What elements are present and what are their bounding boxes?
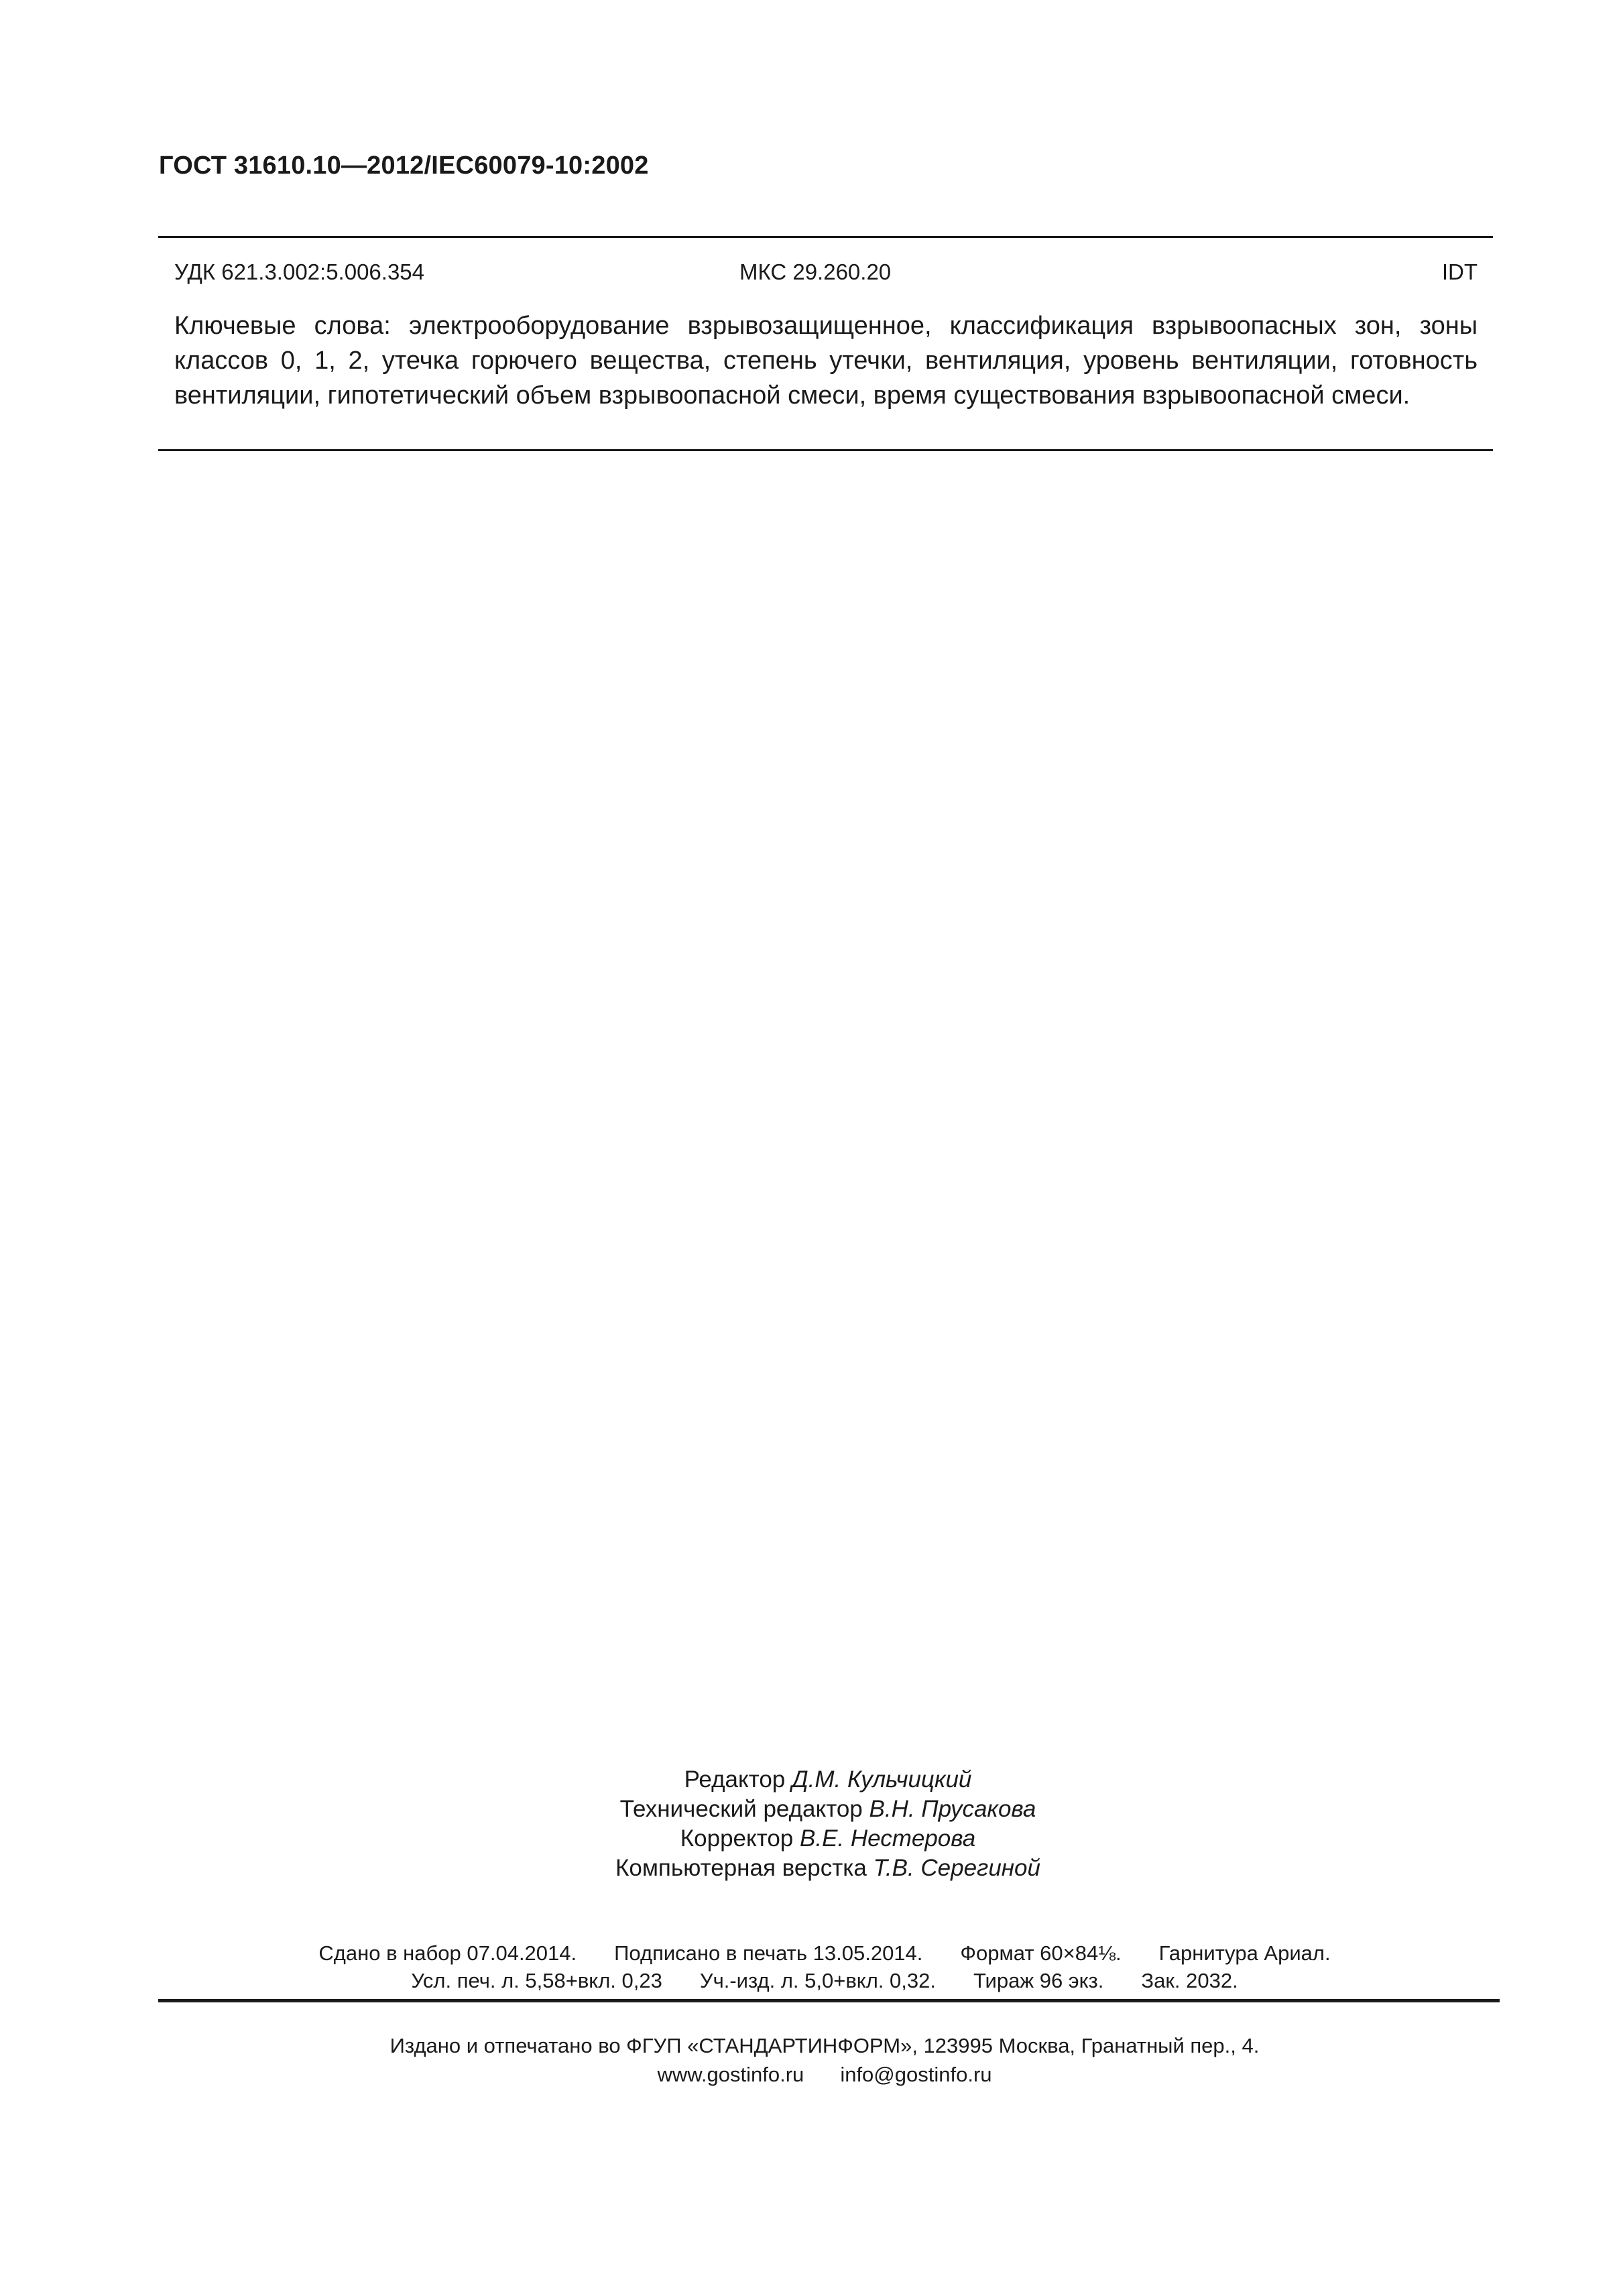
keywords-paragraph: Ключевые слова: электрооборудование взрывозащищенное, классификация взрывоопасных зон, зоны классов 0, 1, 2, утечка горючего вещества, степень утечки, вентиляция, уровень вентиляции, готовность вентиляции, гипотетический объем взрывоопасной смеси, время существования взрывоопасной смеси.: [174, 312, 1478, 410]
credit-tech-editor: [469, 1795, 1187, 1824]
credit-editor: [469, 1765, 1187, 1795]
credit-editor-name: Д.М. Кульчицкий: [792, 1766, 972, 1793]
paper-format: Формат 60×84⅛.: [960, 1941, 1122, 1965]
typeset-date: Сдано в набор 07.04.2014.: [318, 1941, 577, 1965]
udk-code: УДК 621.3.002:5.006.354: [174, 259, 425, 284]
credit-layout-role: Компьютерная верстка: [615, 1855, 867, 1881]
publisher-text: Издано и отпечатано во ФГУП «СТАНДАРТИНФОРМ», 123995 Москва, Гранатный пер., 4.: [389, 2034, 1260, 2057]
mks-code: МКС 29.260.20: [739, 259, 892, 284]
classification-row: [174, 259, 1478, 293]
credit-corrector-role: Корректор: [680, 1825, 794, 1852]
imprint-divider: [158, 1999, 1500, 2002]
print-info-block: [255, 1939, 1394, 1994]
publisher-contacts: [255, 2060, 1394, 2089]
print-info-line-2: [255, 1967, 1394, 1994]
credit-corrector-name: В.Е. Нестерова: [800, 1825, 976, 1852]
circulation: Тираж 96 экз.: [973, 1969, 1104, 1992]
website-link[interactable]: www.gostinfo.ru: [657, 2063, 804, 2086]
order-number: Зак. 2032.: [1141, 1969, 1238, 1992]
credit-tech-editor-role: Технический редактор: [619, 1796, 863, 1822]
signed-date: Подписано в печать 13.05.2014.: [614, 1941, 923, 1965]
top-divider: [158, 236, 1493, 238]
credits-block: [469, 1765, 1187, 1883]
print-sheets: Усл. печ. л. 5,58+вкл. 0,23: [411, 1969, 662, 1992]
typeface: Гарнитура Ариал.: [1158, 1941, 1331, 1965]
credit-tech-editor-name: В.Н. Прусакова: [869, 1796, 1036, 1822]
pub-sheets: Уч.-изд. л. 5,0+вкл. 0,32.: [699, 1969, 936, 1992]
email-link[interactable]: info@gostinfo.ru: [840, 2063, 992, 2086]
credit-corrector: [469, 1824, 1187, 1854]
credit-layout: [469, 1854, 1187, 1883]
print-info-line-1: [255, 1939, 1394, 1967]
publisher-block: [255, 2031, 1394, 2089]
keywords-divider: [158, 449, 1493, 451]
document-title: ГОСТ 31610.10—2012/IEC60079-10:2002: [159, 152, 649, 180]
credit-layout-name: Т.В. Серегиной: [873, 1855, 1040, 1881]
idt-mark: IDT: [1441, 259, 1478, 284]
credit-editor-role: Редактор: [684, 1766, 786, 1793]
